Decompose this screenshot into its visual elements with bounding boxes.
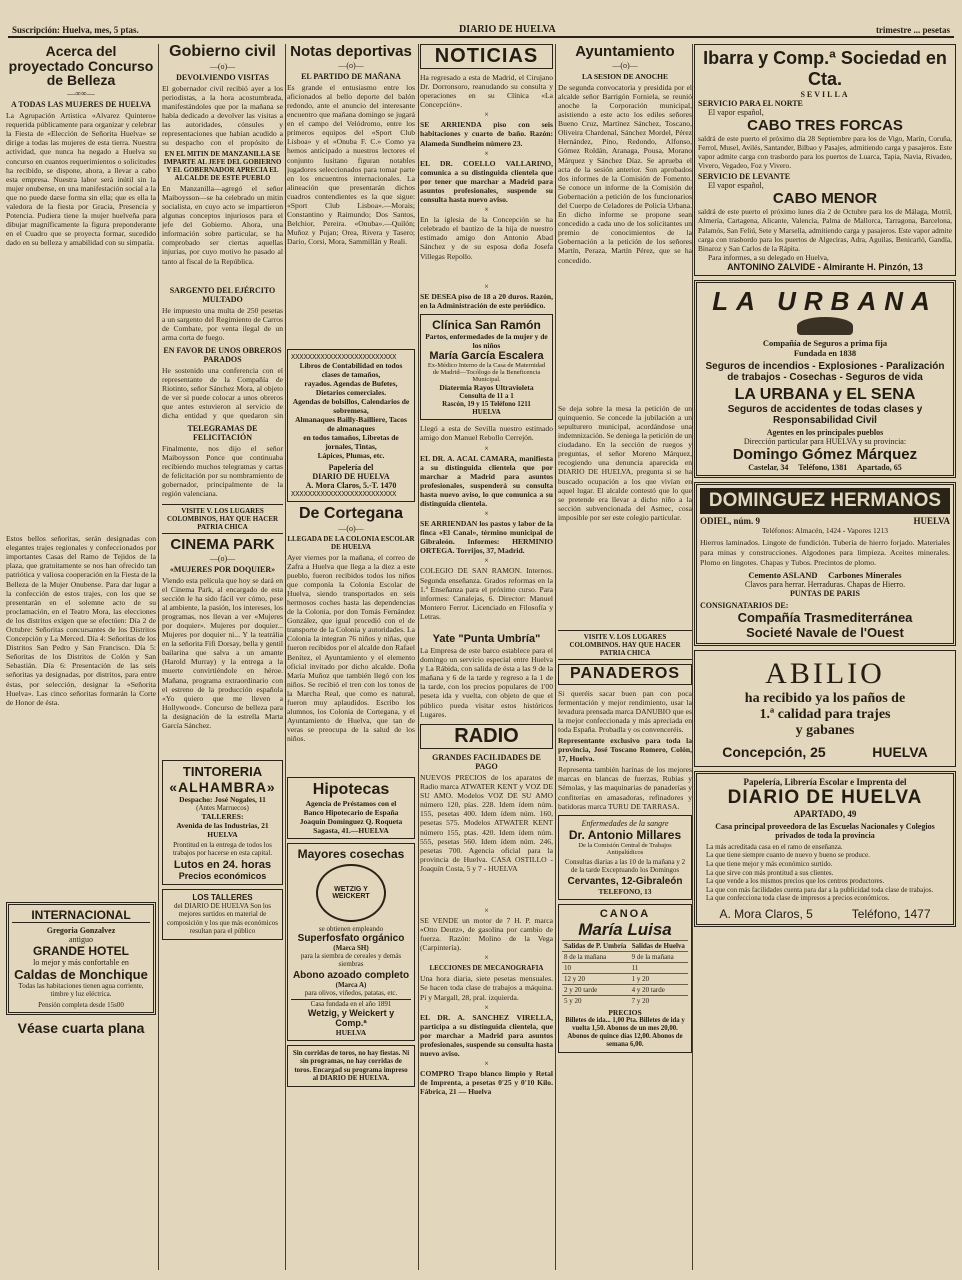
ad-line: Gregoria Gonzalvez bbox=[46, 926, 116, 936]
ad-line: CONSIGNATARIOS DE: bbox=[700, 600, 789, 610]
papeleria-ad bbox=[287, 349, 415, 502]
ad-line: Compañía de Seguros a prima fija bbox=[762, 337, 888, 348]
ornament: —(o)— bbox=[209, 61, 236, 71]
meca-body: Una hora diaria, siete pesetas mensuales. Se hacen toda clase de trabajos a máquina. Pí y Margall, 28, pral. izquierda. bbox=[420, 974, 553, 1002]
column-rule bbox=[555, 44, 556, 1270]
news-item: En la iglesia de la Concepción se ha celebrado el bautizo de la hija de nuestro estimado amigo don Antonio Abad Sánchez y de su esposa doña Josefa Villegas Repollo. bbox=[420, 215, 553, 261]
panaderos-repr: Representante exclusivo para toda la provincia, José Toscano Romero, Colón, 17, Huelva. bbox=[558, 736, 692, 764]
ship-name: CABO TRES FORCAS bbox=[747, 117, 903, 134]
ad-line: Pensión completa desde 15s00 bbox=[38, 1001, 124, 1010]
classified-item: EL DR. COELLO VALLARINO, comunica a su distinguida clientela que por tener que marchar a Madrid para asuntos profesionales, suspende su consulta hasta nuevo aviso. bbox=[420, 158, 553, 205]
ad-list bbox=[700, 843, 950, 903]
cosechas-ad bbox=[287, 843, 415, 1041]
ad-line: antiguo bbox=[69, 935, 93, 945]
ad-line: Prontitud en la entrega de todos los trabajos por hacerse en esta capital. bbox=[172, 840, 273, 857]
medico-ad bbox=[558, 815, 692, 900]
ad-line: Agentes en los principales pueblos bbox=[766, 427, 884, 437]
cell: 11 bbox=[630, 962, 688, 973]
ornament: × bbox=[484, 905, 489, 915]
ad-title: María Luisa bbox=[578, 919, 672, 939]
ad-line: Wetzig, y Weickert y Comp.ª bbox=[307, 1007, 395, 1028]
classified-item: SE DESEA piso de 18 a 20 duros. Razón, en la Administración de este periódico. bbox=[420, 292, 553, 311]
header-cell: Salidas de Huelva bbox=[630, 940, 688, 951]
ad-name: Dr. Antonio Millares bbox=[568, 827, 682, 842]
ad-title: INTERNACIONAL bbox=[12, 908, 150, 923]
ad-line: A. Mora Claros, 5.-T. 1470 bbox=[305, 480, 397, 490]
ad-line: Castelar, 34 Teléfono, 1381 Apartado, 65 bbox=[748, 462, 902, 472]
ad-line: Cemento ASLAND Carbones Minerales bbox=[748, 569, 902, 580]
classified-item: SE ARRIENDA piso con seis habitaciones y cuarto de baño. Razón: Alameda Sundheim número 23. bbox=[420, 120, 553, 148]
list-item: La que con más facilidades cuenta para dar a la publicidad toda clase de trabajos. bbox=[706, 885, 934, 894]
section-subtitle: SARGENTO DEL EJÉRCITO MULTADO bbox=[169, 285, 276, 304]
ad-line: ANTONINO ZALVIDE - Almirante H. Pinzón, 13 bbox=[727, 261, 923, 272]
ad-line: Joaquín Domínguez Q. Roqueta bbox=[299, 816, 403, 826]
ad-line: Papelería del bbox=[328, 462, 374, 472]
masthead bbox=[8, 22, 954, 38]
ad-line: Agencia de Préstamos con el bbox=[305, 798, 397, 808]
ad-line: (Marca SH) bbox=[333, 943, 369, 952]
ad-body: saldrá de este puerto el próximo día 28 Septiembre para los de Vigo, Marín, Coruña, Ferrol, Musel, Avilés, Santander, Bilbao y Pasajes, admitiendo carga y pasajeros. Este vapor admite carga con trasbordo para los puertos de Luarca, Tapia, Navia, Rivadeo, Vivero, Vegadeo, Foz y Vivero. bbox=[698, 134, 952, 171]
ad-address-row bbox=[700, 516, 950, 526]
meca-title: LECCIONES DE MECANOGRAFIA bbox=[429, 964, 544, 973]
ornament: × bbox=[484, 110, 489, 120]
radio-title: RADIO bbox=[454, 724, 519, 747]
ad-line: Dirección particular para HUELVA y su provincia: bbox=[743, 436, 907, 446]
ad-line: Papelería, Librería Escolar e Imprenta del bbox=[743, 776, 907, 787]
ad-line: Almanaques Bailly-Bailliere, Tacos de almanaques bbox=[295, 414, 407, 433]
ad-line: Todas las habitaciones tienen agua corriente, timbre y luz eléctrica. bbox=[18, 982, 144, 999]
ad-line: SERVICIO PARA EL NORTE bbox=[698, 99, 803, 108]
masthead-title: DIARIO DE HUELVA bbox=[459, 24, 556, 35]
article-body: La Agrupación Artística «Alvarez Quintero» requerida públicamente para organizar y celebrar la Fiesta de «Elección de Señorita Huelva» se dirige a todas las mujeres de esta tierra. Nuestra actividad, que nunca ha negado a Huelva su concurso en cuantos requerimientos o solicitudes ha recibido, se dispone, ahora, a llevar a cabo esta empresa. Nuestra labor será inútil sin la mujer onubense, en una manifestación social a la que no puede darse forma sin ella; que es ella la valedora de la fiesta por Gracia, Presencia y Potencia. Pudiera tiene la mujer huelveña para dibujar magníficamente la figura preponderante en el Cuadro que se proyecta formar, sucedido dado en su belleza y amabilidad con su simpatía. bbox=[6, 111, 156, 248]
section-subtitle: TELEGRAMAS DE FELICITACIÓN bbox=[187, 423, 258, 442]
ornament: × bbox=[484, 509, 489, 519]
ad-line: María García Escalera bbox=[429, 350, 544, 363]
urbana-ad bbox=[694, 280, 956, 478]
ornament: × bbox=[484, 556, 489, 566]
ad-line: 1.ª calidad para trajes bbox=[759, 706, 891, 722]
article-body: Ayer viernes por la mañana, el correo de Zafra a Huelva que llega a la diez a este pueblo, fueron recibidos todos los niños que componía la Colonia Escolar de Huelva, siendo transportados en seis hermosos coches hasta las dependencias de la Colonia, por don Tomás Fernández González, que igual procedió con el de transporte de la Colonia y autoridades. La Colonia la integran 76 niños y niñas, que fueron recibidos por el alcalde don Rafael Benítez, el Ayuntamiento y el elemento oficial invitado por dicho alcalde. Doña María Muñoz que también llegó con los niños. Se recibió el tren con los tonos de la Marcha Real, que como es natural, fueron muy aplaudidos. Escribo los alumnos, los Colonia de Cortegana, y el Ayuntamiento de Huelva, que tan de veras se preocupa de la salud de los niños. bbox=[287, 552, 415, 744]
ad-body: Hierros laminados. Lingote de fundición. Tubería de hierro forjado. Materiales para minas y construcciones. Algodones para limpieza. Aceites minerales. Plomo en lingotes. Chapas y Tubos. Precintos de plomo. bbox=[700, 537, 950, 567]
ad-line: Abono azoado completo bbox=[292, 969, 410, 981]
ad-line: Teléfonos: Almacén, 1424 - Vapores 1213 bbox=[762, 525, 888, 535]
footer-note: Véase cuarta plana bbox=[17, 1020, 145, 1037]
ornament: XXXXXXXXXXXXXXXXXXXXXXXXX bbox=[291, 489, 397, 498]
ad-line: Partos, enfermedades de la mujer y de los niños bbox=[425, 332, 548, 351]
hotel-ad bbox=[6, 902, 156, 1015]
ad-line: Cervantes, 12-Gibraleón bbox=[567, 875, 683, 887]
news-item: Ha regresado a esta de Madrid, el Cirujano Dr. Dorronsoro, reanudando su consulta y operaciones en su Clínica «La Concepción». bbox=[420, 73, 553, 110]
ad-line: Domingo Gómez Márquez bbox=[732, 445, 918, 463]
ornament: —(o)— bbox=[209, 553, 236, 563]
cell: 1 y 20 bbox=[630, 973, 688, 984]
article-body: De segunda convocatoria y presidida por el alcalde señor Barrigón Forniela, se reunió anoche la Corporación municipal, asistiendo a este acto los ediles señores Bueno Cruz, Martínez Sánchez, Toscano, Oliveira Chardenal, Sánchez Mordel, Pérez Hernández, Pino, Redondo, Alfonso, Gómez Roldán, Aranaga, Pousa, Morano Márquez y Sánchez Díaz. Se aprueba el acta de la sesión anterior. Son aprobados dos informes de la Comisión de Fomento. Se conoce un informe de la Comisión de Gobernación a petición de los funcionarios del Cuerpo de Celadores de Policía Urbana. En dicho informe se propone sean concedido a cada uno de los solicitantes un premio de conocimientos de la Gobernación a la petición de los señores Martín, Peraza, Martín Pérez, que se ha concedido. bbox=[558, 82, 692, 265]
ad-line: Casa fundada en el año 1891 bbox=[291, 999, 411, 1008]
ship-name: CABO MENOR bbox=[772, 190, 878, 208]
ad-line: Caldas de Monchique bbox=[14, 967, 148, 983]
patria-notice: VISITE V. LOS LUGARES COLOMBINOS, HAY QUE HACER PATRIA CHICA bbox=[162, 504, 283, 534]
canoa-ad bbox=[558, 904, 692, 1053]
ad-line: Fundada en 1838 bbox=[793, 347, 857, 358]
ad-line: se obtienen empleando bbox=[318, 924, 384, 933]
yate-body: La Empresa de este barco establece para el domingo un servicio especial entre Huelva y La Rábida, con salida de ésta a las 9 de la mañana y 6 de la tarde y regreso a la 1 de la tarde, con los precios populares de 1'00 peseta ida y vuelta, con objeto de que el público pueda visitar estos históricos Lugares. bbox=[420, 645, 553, 719]
ad-line: Sagasta, 41.—HUELVA bbox=[313, 825, 389, 835]
ad-line: Seguros de accidentes de todas clases y Responsabilidad Civil bbox=[727, 403, 923, 426]
ad-line: CANOA bbox=[599, 907, 651, 920]
ad-line: HUELVA bbox=[207, 829, 238, 839]
article-title: Notas deportivas bbox=[290, 44, 412, 60]
ornament: —(o)— bbox=[338, 60, 364, 70]
article-title: Gobierno civil bbox=[169, 44, 276, 60]
logo-text: WETZIG Y WEICKERT bbox=[332, 885, 370, 900]
ad-line: Teléfono, 1477 bbox=[851, 907, 931, 921]
ad-line: TELEFONO, 13 bbox=[598, 886, 652, 896]
noticias-header bbox=[420, 44, 553, 69]
ad-line: Rascón, 19 y 15 Teléfono 1211 bbox=[442, 400, 531, 409]
ad-line: APARTADO, 49 bbox=[793, 808, 857, 819]
column-2 bbox=[162, 44, 283, 1272]
ad-line: PRECIOS bbox=[608, 1007, 642, 1017]
classified-item: COLEGIO DE SAN RAMON. Internos. Segunda enseñanza. Grados reformas en la 1.ª Enseñanza para el próximo curso. Para informes: Canalejas, 6. Director: Manuel Montero Ferror. Licenciado en Filosofía y Letras. bbox=[420, 566, 553, 621]
ad-address-row bbox=[700, 907, 950, 921]
ad-title: Ibarra y Comp.ª Sociedad en Cta. bbox=[703, 48, 947, 89]
ad-title: LA URBANA bbox=[712, 285, 938, 316]
article-title: Ayuntamiento bbox=[575, 44, 675, 60]
cell: 10 bbox=[562, 962, 630, 973]
column-5 bbox=[558, 44, 692, 1272]
ad-line: Clavos para herrar. Herraduras. Chapas de Hierro. bbox=[744, 579, 906, 589]
panaderos-header bbox=[558, 664, 692, 685]
article-title: De Cortegana bbox=[298, 504, 404, 522]
article-body: El gobernador civil recibió ayer a los periodistas, a la hora acostumbrada, manifestándoles que por la mañana se había dedicado a devolver las visitas a las autoridades, cónsules y representaciones que habían acudido a su despacho con el propósito de bbox=[162, 83, 283, 148]
crown-emblem bbox=[797, 317, 853, 335]
papeleria-diario-ad bbox=[694, 771, 956, 927]
ornament: XXXXXXXXXXXXXXXXXXXXXXXXX bbox=[291, 352, 397, 361]
ad-body: saldrá de este puerto el próximo lunes día 2 de Octubre para los de Málaga, Motril, Almería, Cartagena, Alicante, Valencia, Palma de Mallorca, Tarragona, Barcelona, Palamós, San Feliú, Sete y Marsella, admitiendo carga y pasajeros. Este vapor admite carga con trasbordo para los puertos de Algeciras, Adra, Aguilas, Benicarló, Gandía, Binaroz y San Carlos de la Rápita. bbox=[698, 207, 952, 253]
ornament: × bbox=[484, 443, 489, 453]
cell: 2 y 20 tarde bbox=[562, 984, 630, 995]
ad-line: ha recibido ya los paños de bbox=[744, 690, 906, 706]
ad-line: El vapor español, bbox=[708, 181, 764, 191]
ad-line: para olivos, viñedos, patatas, etc. bbox=[304, 988, 398, 997]
ad-line: PUNTAS DE PARIS bbox=[790, 588, 860, 598]
article-title: NOTICIAS bbox=[434, 45, 539, 67]
list-item: La que tiene mejor y más económico surtido. bbox=[706, 860, 833, 869]
ad-name: «ALHAMBRA» bbox=[169, 778, 276, 795]
ad-line: Casa principal proveedora de las Escuelas Nacionales y Colegios privados de toda la provincia bbox=[715, 821, 935, 840]
cell: 4 y 20 tarde bbox=[630, 984, 688, 995]
section-subtitle: EN FAVOR DE UNOS OBREROS PARADOS bbox=[163, 345, 282, 364]
toros-notice bbox=[287, 1045, 415, 1087]
ad-line: para la siembra de cereales y demás siembras bbox=[300, 951, 402, 968]
table-row bbox=[562, 973, 688, 984]
ad-line: SERVICIO DE LEVANTE bbox=[698, 172, 791, 182]
section-subtitle: DEVOLVIENDO VISITAS bbox=[176, 72, 269, 82]
ad-line: HUELVA bbox=[472, 408, 501, 417]
radio-body: NUEVOS PRECIOS de los aparatos de Radio marca ATWATER KENT y VOZ DE SU AMO. Modelos VOZ DE SU AMO número 120, pías. 228. Idem ídem núm. 155, pesetas 400. Idem ídem núm. 160, pesetas 575. Modelos ATWATER KENT número 155, ptas. 420. Idem ídem núm. 555, pesetas 560. Idem ídem núm. 246, pesetas 700. Agencia oficial para la provincia de Huelva. CASA OSTILLO - Joaquín Costa, 5 y 7 - HUELVA bbox=[420, 772, 553, 873]
clinica-ad bbox=[420, 314, 553, 420]
hipotecas-ad bbox=[287, 777, 415, 839]
ad-line: TALLERES: bbox=[201, 811, 244, 821]
column-rule bbox=[158, 44, 159, 1270]
ornament: × bbox=[484, 1002, 489, 1012]
column-rule bbox=[692, 44, 693, 1270]
abilio-ad bbox=[694, 650, 956, 767]
ad-line: Lutos en 24. horas bbox=[173, 858, 272, 871]
section-subtitle: LA SESION DE ANOCHE bbox=[581, 71, 669, 81]
ad-title: TINTORERIA bbox=[182, 763, 263, 779]
ibarra-ad bbox=[694, 44, 956, 276]
classified-item: SE VENDE un motor de 7 H. P. marca «Otto Deutz», de gasolina por cambio de fuerza. Razón: Molino de la Vega (Carpintería). bbox=[420, 915, 553, 953]
news-item: Llegó a esta de Sevilla nuestro estimado amigo don Manuel Rebollo Cerrejón. bbox=[420, 424, 553, 443]
ornament: × bbox=[484, 953, 489, 963]
column-rule bbox=[418, 44, 419, 1270]
ornament: —(o)— bbox=[612, 60, 638, 70]
cinema-body: Viendo esta película que hoy se dará en el Cinema Park, al encargado de esta sección le ha sido fácil ver cómo, pese al ambiente, la pasión, los intereses, los programas, nos llevan a ver «Mujeres por doquier». Mujeres por doquier... Mujeres por doquier ni... Y la teatrália en la señorita Fifi Dorsay, bella y gentil bailarina que salva a un amante (Harold Murray) y la entrega a la muerte convirtiéndole en héroe. Mañana, programa extraordinario con el estreno de la producción española «Yo quiero que me lleven a Hollywood». Concurso de belleza para la designación de la estrella Marta García Sánchez. bbox=[162, 575, 283, 731]
ad-title: DOMINGUEZ HERMANOS bbox=[700, 488, 950, 514]
panaderos-body2: Representa también harinas de los mejores marcas en blancas de fuerzas, Rubias y Sémolas, y las maquinarias de panaderías y confiterías en amasadoras, refinadores y batidoras marca TURU DE TARRASA. bbox=[558, 765, 692, 811]
column-rule bbox=[285, 44, 286, 1270]
ad-line: Concepción, 25 bbox=[722, 743, 826, 760]
ad-line: (Marca A) bbox=[335, 980, 367, 989]
ad-line: Lápices, Plumas, etc. bbox=[317, 450, 385, 460]
ad-line: DIARIO DE HUELVA bbox=[312, 471, 390, 481]
article-body: Estos bellos señoritas, serán designadas con elegantes trajes regionales y confeccionados por importantes Casas del Ramo de Tejidos de la plaza, que gratuitamente se nos han ofrecido tan patriótica y valiosa cooperación en la Fiesta de la Belleza de la Mujer Onubense. Para dar lugar a la confección de estos trajes, con los que se presentarán en el solemne acto de su proclamación, en el Teatro Mora, las elecciones de los distritos exigen que se efectúen: Día 2 de Octubre: Señoritas concursantes de los Distritos Concepción y La Merced. Día 4: Señoritas de los Distritos San Pedro y San Francisco. Día 5: Señoritas de los Distritos de Colón y San Sebastián. Día 6: Presentación de las seis señoritas ya designadas, por distritos, para entre éstas, por selección, designar la «Señorita Huelva». Las cinco señoritas formarán la Corte de Honor de ésta. bbox=[6, 534, 156, 707]
radio-header bbox=[420, 724, 553, 749]
column-1 bbox=[6, 44, 156, 1272]
panaderos-title: PANADEROS bbox=[569, 664, 681, 682]
ad-line: HUELVA bbox=[913, 515, 950, 526]
ad-title: Hipotecas bbox=[312, 780, 390, 798]
table-row bbox=[562, 995, 688, 1006]
schedule-table bbox=[562, 940, 688, 1006]
table-header-row bbox=[562, 940, 688, 951]
column-6 bbox=[694, 44, 956, 1272]
ad-line: en todos tamaños, Libretas de jornales, Tintas, bbox=[303, 432, 399, 451]
ad-line: Diatermia Rayos Ultravioleta bbox=[439, 383, 534, 393]
ad-line: Precios económicos bbox=[178, 870, 267, 881]
ad-line: LA URBANA y EL SENA bbox=[734, 385, 916, 403]
ad-title: LOS TALLERES bbox=[192, 892, 253, 902]
list-item: La que sirve con más prontitud a sus clientes. bbox=[706, 868, 834, 877]
ad-line: Billetes de ida... 1,00 Pta. Billetes de ida y vuelta 1,50. Abonos de un mes 20,00. Abonos de quince días 12,00. Abonos de semana 6,00. bbox=[565, 1016, 685, 1048]
article-body: He impuesto una multa de 250 pesetas a un sargento del Regimiento de Carros de Combate, por venta ilegal de un arma corta de fuego. bbox=[162, 305, 283, 343]
cinema-subtitle: «MUJERES POR DOQUIER» bbox=[169, 564, 276, 574]
ad-line: ODIEL, núm. 9 bbox=[700, 515, 761, 526]
ad-line: De la Comisión Central de Trabajos Antipalúdicos bbox=[578, 841, 672, 856]
dominguez-ad bbox=[694, 482, 956, 646]
list-item: La que vende a los mismos precios que los centros productores. bbox=[706, 877, 885, 886]
talleres-ad bbox=[162, 889, 283, 940]
ad-line: Avenida de las Industrias, 21 bbox=[176, 820, 269, 830]
ad-line: Consulta de 11 a 1 bbox=[459, 392, 514, 401]
section-subtitle: EL PARTIDO DE MAÑANA bbox=[301, 71, 401, 81]
ad-line: Consultas diarias a las 10 de la mañana y 2 de la tarde Exceptuando los Domingos bbox=[564, 857, 686, 874]
article-body: En Manzanilla—agregó el señor Maiboysson—se ha celebrado un mitin socialista, en cuyo acto se impartieron algunas conceptos injuriosos para el jefe del Gobierno. Ahora, una información sobre particular, se ha comprobado ser ciertas aquellas injurias, por cuyo motivo he pasado al tanto al fiscal de la República. bbox=[162, 183, 283, 266]
ad-line: HUELVA bbox=[335, 1027, 367, 1037]
ad-line: (Antes Marruecos) bbox=[196, 803, 249, 812]
ad-line: Ex-Médico Interno de la Casa de Maternidad de Madrid—Tocólogo de la Beneficencia Municipal. bbox=[427, 362, 546, 384]
ornament: —∞∞— bbox=[67, 89, 95, 99]
column-4 bbox=[420, 44, 553, 1272]
classified-item: SE ARRIENDAN los pastos y labor de la finca «El Canal», término municipal de Gibraleón. Informes: HERMINIO ORTEGA. Torrijos, 37, Madrid. bbox=[420, 519, 553, 556]
ad-title: ABILIO bbox=[765, 656, 885, 690]
ad-line: rayados. Agendas de Bufetes, Dietarios comerciales. bbox=[304, 378, 398, 397]
list-item: La más acreditada casa en el ramo de enseñanza. bbox=[706, 842, 843, 851]
classified-item: EL DR. A. ACAL CAMARA, manifiesta a su distinguida clientela que por marchar a Madrid para asuntos profesionales, suspenderá su consulta hasta nuevo aviso, lo que comunica a su distinguida clientela. bbox=[420, 453, 553, 508]
ad-line: SEVILLA bbox=[800, 90, 850, 99]
yate-title: Yate "Punta Umbría" bbox=[432, 633, 541, 646]
masthead-subscription: Suscripción: Huelva, mes, 5 ptas. bbox=[12, 25, 139, 35]
ad-line: El vapor español, bbox=[708, 108, 764, 117]
table-row bbox=[562, 984, 688, 995]
ad-title: Mayores cosechas bbox=[297, 846, 405, 861]
ad-line: Despacho: José Nogales, 11 bbox=[179, 794, 266, 804]
ad-line: Agendas de bolsillos, Calendarios de sobremesa, bbox=[292, 396, 410, 415]
ornament: —(o)— bbox=[338, 523, 364, 533]
header-cell: Salidas de P. Umbría bbox=[562, 940, 630, 951]
cinema-title: CINEMA PARK bbox=[170, 535, 275, 553]
cell: 5 y 20 bbox=[562, 995, 630, 1006]
notice-text: Sin corridas de toros, no hay fiestas. Ni sin programas, no hay corridas de toros. Encargad su programa impreso al DIARIO DE HUELVA. bbox=[292, 1048, 410, 1083]
section-subtitle: EN EL MITIN DE MANZANILLA SE IMPARTE AL JEFE DEL GOBIERNO Y EL GOBERNADOR APRECIA EL ALCALDE DE ESTE PUEBLO bbox=[163, 149, 282, 182]
cell: 8 de la mañana bbox=[562, 951, 630, 962]
article-body: Se deja sobre la mesa la petición de un quinquenio. Se concede la jubilación a un sepulturero municipal, acordándose una indemnización. Se deniega la petición de un ciudadano. En la sección de ruegos y preguntas, el señor Moreno Márquez, recogiendo una denuncia aparecida en DIARIO DE HUELVA, pregunta si se ha buscado ocupación a los que vivían en aquel lugar. El alcalde contestó que lo que se pretende era llevar a dicho niño a la sección subvencionada del Asmec, cosa imposible por ser este colegio particular. bbox=[558, 403, 692, 522]
ornament: × bbox=[484, 282, 489, 292]
ad-line: Banco Hipotecario de España bbox=[303, 807, 399, 817]
article-subtitle: A TODAS LAS MUJERES DE HUELVA bbox=[11, 100, 151, 110]
table-row bbox=[562, 962, 688, 973]
cell: 9 de la mañana bbox=[630, 951, 688, 962]
ad-title: Clínica San Ramón bbox=[432, 318, 541, 333]
section-subtitle: LLEGADA DE LA COLONIA ESCOLAR DE HUELVA bbox=[287, 534, 415, 551]
radio-subtitle: GRANDES FACILIDADES DE PAGO bbox=[432, 752, 541, 771]
ad-address-row bbox=[699, 744, 951, 760]
ad-line: Seguros de incendios - Explosiones - Paralización de trabajos - Cosechas - Seguros de vida bbox=[705, 360, 945, 383]
ad-title: DIARIO DE HUELVA bbox=[727, 786, 923, 808]
tintoreria-ad bbox=[162, 760, 283, 885]
table-row bbox=[562, 951, 688, 962]
ad-body: del DIARIO DE HUELVA Son los mejores surtidos en material de composición y los que más económicos resultan para el público bbox=[166, 901, 278, 936]
ad-line: A. Mora Claros, 5 bbox=[719, 907, 813, 921]
article-body: Es grande el entusiasmo entre los aficionados al bello deporte del balón redondo, ante el anuncio del interesante encuentro que mañana domingo se jugará en el campo del Velódromo, entre los primeros equipos del «Sport Club Lisboa» y el «Onuba F. C.» Como ya hemos anticipado a nuestros lectores el conjunto lusitano figuran notables jugadores seleccionados para tomar parte en los encuentros internacionales. La alineación que presentarán dichos cuadros contendientes es la que sigue: «Sport Club Lisboa».—Morais; Constantino y Raimundo; Dos Santos, Belchior, Pereira. «Onuba».—Quilón; Muñoz y Pujan; Orea, Rivera y Tasero; Dario, Corsi, Mora, Sammillán y Reali. bbox=[287, 82, 415, 247]
ad-line: HUELVA bbox=[872, 743, 928, 760]
ad-line: GRANDE HOTEL bbox=[33, 944, 129, 959]
ad-line: Enfermedades de la sangre bbox=[581, 818, 669, 828]
ad-line: y gabanes bbox=[795, 722, 855, 738]
ad-line: Societé Navale de l'Ouest bbox=[746, 624, 904, 640]
list-item: La que tiene siempre cuanto de nuevo y bueno se produce. bbox=[706, 851, 870, 860]
ad-line: Compañía Trasmediterránea bbox=[737, 609, 913, 625]
ad-line: Para informes, a su delegado en Huelva, bbox=[708, 252, 829, 262]
ad-line: Libros de Contabilidad en todos clases de tamaños, bbox=[299, 360, 403, 379]
classified-item: EL DR. A. SANCHEZ VIRELLA, participa a su distinguida clientela, que por marchar a Madrid para asuntos profesionales, suspende su consulta hasta nuevo aviso. bbox=[420, 1012, 553, 1059]
ornament: × bbox=[484, 148, 489, 158]
ad-line: lo mejor y más confortable en bbox=[33, 958, 129, 968]
article-body: Finalmente, nos dijo el señor Maiboysson Ponce que continuaba recibiendo muchos telegramas y cartas de felicitación por su nombramiento de gobernador, principalmente de la región valenciana. bbox=[162, 443, 283, 499]
article-title: Acerca del proyectado Concurso de Belleza bbox=[8, 44, 154, 89]
patria-notice: VISITE V. LOS LUGARES COLOMBINOS. HAY QUE HACER PATRIA CHICA bbox=[558, 630, 692, 660]
ornament: × bbox=[484, 205, 489, 215]
ornament: × bbox=[484, 1059, 489, 1069]
article-body: He sostenido una conferencia con el representante de la Compañía de Riotinto, señor Sánchez Mora, al objeto de ver si puede colocar a unos obreros que antes estuvieron al servicio de dicha entidad y que quedaron sin bbox=[162, 365, 283, 421]
wetzig-logo bbox=[316, 864, 386, 922]
ad-line: Superfosfato orgánico bbox=[297, 932, 405, 944]
cell: 12 y 20 bbox=[562, 973, 630, 984]
masthead-right: trimestre ... pesetas bbox=[875, 25, 950, 35]
cell: 7 y 20 bbox=[630, 995, 688, 1006]
list-item: La que confecciona toda clase de impresos a precios económicos. bbox=[706, 894, 890, 903]
column-3 bbox=[287, 44, 415, 1272]
classified-item: COMPRO Trapo blanco limpio y Retal de Imprenta, a pesetas 0'25 y 0'10 Kilo. Fábrica, 21 — Huelva bbox=[420, 1069, 553, 1097]
panaderos-body: Si queréis sacar buen pan con poca fermentación y mejor rendimiento, usar la levadura prensada marca DANUBIO que es la mejor confeccionada y más apreciada en toda España. Probadla y os convenceréis. bbox=[558, 688, 692, 734]
